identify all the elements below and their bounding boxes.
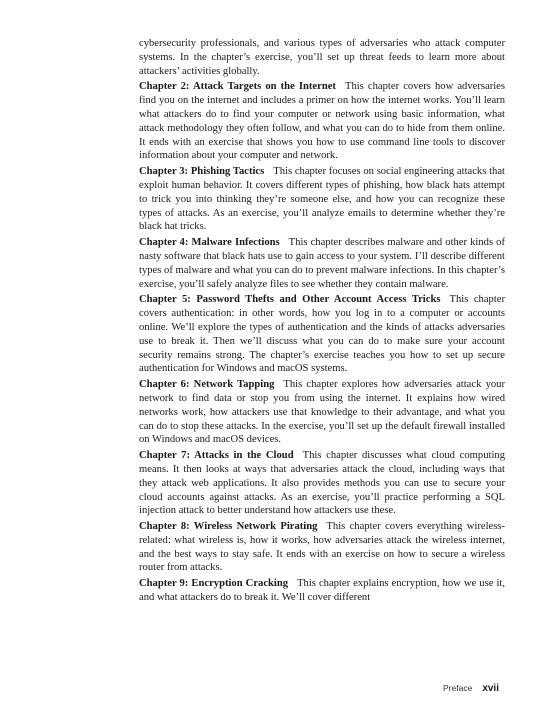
- chapter-8-heading: Chapter 8: Wireless Network Pirating: [139, 521, 318, 533]
- chapter-9-body: This chapter explains encryption, how we use it, and what attackers do to break it. We’ll cover different: [139, 578, 505, 604]
- chapter-8-paragraph: [139, 520, 505, 575]
- chapter-9-heading: Chapter 9: Encryption Cracking: [139, 578, 289, 590]
- chapter-5-paragraph: [139, 293, 505, 376]
- chapter-6-body: This chapter explores how adversaries attack your network to find data or stop you from using the internet. It explains how wired networks work, how attackers use that knowledge to their advantage, and what you can do to stop these attacks. In the exercise, you’ll set up the default firewall installed on Windows and macOS devices.: [139, 379, 505, 446]
- chapter-2-paragraph: [139, 80, 505, 163]
- body-text: [139, 37, 505, 607]
- chapter-6-paragraph: [139, 378, 505, 447]
- chapter-3-paragraph: [139, 165, 505, 234]
- chapter-7-heading: Chapter 7: Attacks in the Cloud: [139, 450, 294, 462]
- chapter-4-body: This chapter describes malware and other kinds of nasty software that black hats use to gain access to your system. I’ll describe different types of malware and what you can do to prevent malware infections. In this chapter’s exercise, you’ll safely analyze files to see whether they contain malware.: [139, 237, 505, 290]
- chapter-8-body: This chapter covers everything wireless-related: what wireless is, how it works, how adversaries attack the wireless internet, and the best ways to stay safe. It ends with an exercise on how to secure a wireless router from attacks.: [139, 521, 505, 574]
- chapter-2-body: This chapter covers how adversaries find you on the internet and includes a primer on how the internet works. You’ll learn what attackers do to find your computer or network using basic information, what attack methodology they often follow, and what you can do to hide from them online. It ends with an exercise that shows you how to use command line tools to discover information about your computer and network.: [139, 81, 505, 162]
- page-number: xvii: [482, 683, 499, 694]
- chapter-7-paragraph: [139, 449, 505, 518]
- page-footer: [443, 683, 499, 694]
- intro-paragraph: cybersecurity professionals, and various types of adversaries who attack computer systems. In the chapter’s exercise, you’ll set up threat feeds to learn more about attackers’ activities globally.: [139, 38, 505, 77]
- chapter-9-paragraph: [139, 577, 505, 605]
- footer-section-label: Preface: [443, 683, 473, 693]
- chapter-7-body: This chapter discusses what cloud computing means. It then looks at ways that adversaries attack the cloud, including ways that they attack web applications. It also provides methods you can use to secure your cloud accounts against attacks. As an exercise, you’ll practice performing a SQL injection attack to better understand how attackers use these.: [139, 450, 505, 517]
- chapter-3-body: This chapter focuses on social engineering attacks that exploit human behavior. It covers different types of phishing, how black hats attempt to trick you into thinking they’re someone else, and how you can recognize these types of attacks. As an exercise, you’ll analyze emails to determine whether they’re black hat tricks.: [139, 166, 506, 233]
- chapter-5-body: This chapter covers authentication: in other words, how you log in to a computer or accounts online. We’ll explore the types of authentication and the kinds of attacks adversaries use to break it. Then we’ll discuss what you can do to make sure your account security remains strong. The chapter’s exercise teaches you how to set up secure authentication for Windows and macOS systems.: [139, 294, 505, 375]
- chapter-4-heading: Chapter 4: Malware Infections: [139, 237, 280, 249]
- chapter-6-heading: Chapter 6: Network Tapping: [139, 379, 275, 391]
- chapter-3-heading: Chapter 3: Phishing Tactics: [139, 166, 265, 178]
- chapter-5-heading: Chapter 5: Password Thefts and Other Account Access Tricks: [139, 294, 441, 306]
- chapter-4-paragraph: [139, 236, 505, 291]
- chapter-2-heading: Chapter 2: Attack Targets on the Internet: [139, 81, 336, 93]
